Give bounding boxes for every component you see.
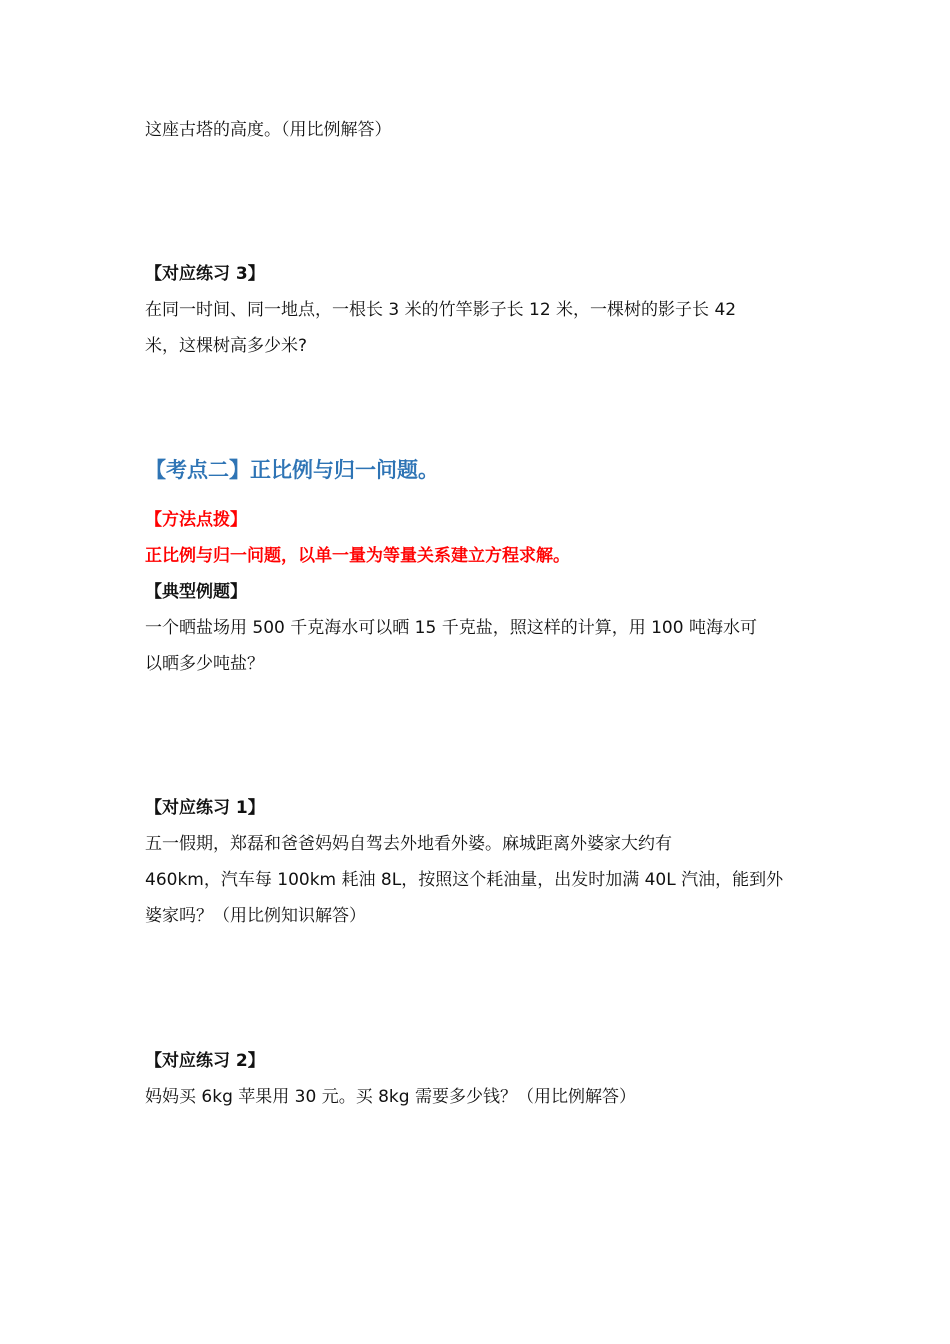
example-line-2: 以晒多少吨盐？ — [145, 654, 264, 674]
practice-2-heading: 【对应练习 2】 — [145, 1051, 265, 1071]
practice-2-block — [145, 1043, 815, 1115]
example-line-1: 一个晒盐场用 500 千克海水可以晒 15 千克盐，照这样的计算，用 100 吨海水可 — [145, 618, 757, 638]
practice-1-line-3: 婆家吗？（用比例知识解答） — [145, 906, 366, 926]
section-2-block — [145, 455, 815, 485]
practice-1-line-2: 460km，汽车每 100km 耗油 8L，按照这个耗油量，出发时加满 40L 汽油，能到外 — [145, 870, 784, 890]
method-block — [145, 502, 815, 682]
practice-1-block — [145, 790, 815, 934]
practice-3-line-2: 米，这棵树高多少米? — [145, 336, 308, 356]
practice-1-heading: 【对应练习 1】 — [145, 798, 265, 818]
method-text: 正比例与归一问题，以单一量为等量关系建立方程求解。 — [145, 546, 570, 566]
practice-3-block — [145, 256, 815, 364]
intro-text: 这座古塔的高度。（用比例解答） — [145, 120, 392, 140]
method-heading: 【方法点拨】 — [145, 510, 247, 530]
section-2-title: 【考点二】正比例与归一问题。 — [145, 458, 439, 482]
example-heading: 【典型例题】 — [145, 582, 247, 602]
intro-block — [145, 112, 815, 148]
practice-2-line-1: 妈妈买 6kg 苹果用 30 元。买 8kg 需要多少钱？（用比例解答） — [145, 1087, 636, 1107]
practice-3-heading: 【对应练习 3】 — [145, 264, 265, 284]
practice-1-line-1: 五一假期，郑磊和爸爸妈妈自驾去外地看外婆。麻城距离外婆家大约有 — [145, 834, 672, 854]
practice-3-line-1: 在同一时间、同一地点，一根长 3 米的竹竿影子长 12 米，一棵树的影子长 42 — [145, 300, 737, 320]
